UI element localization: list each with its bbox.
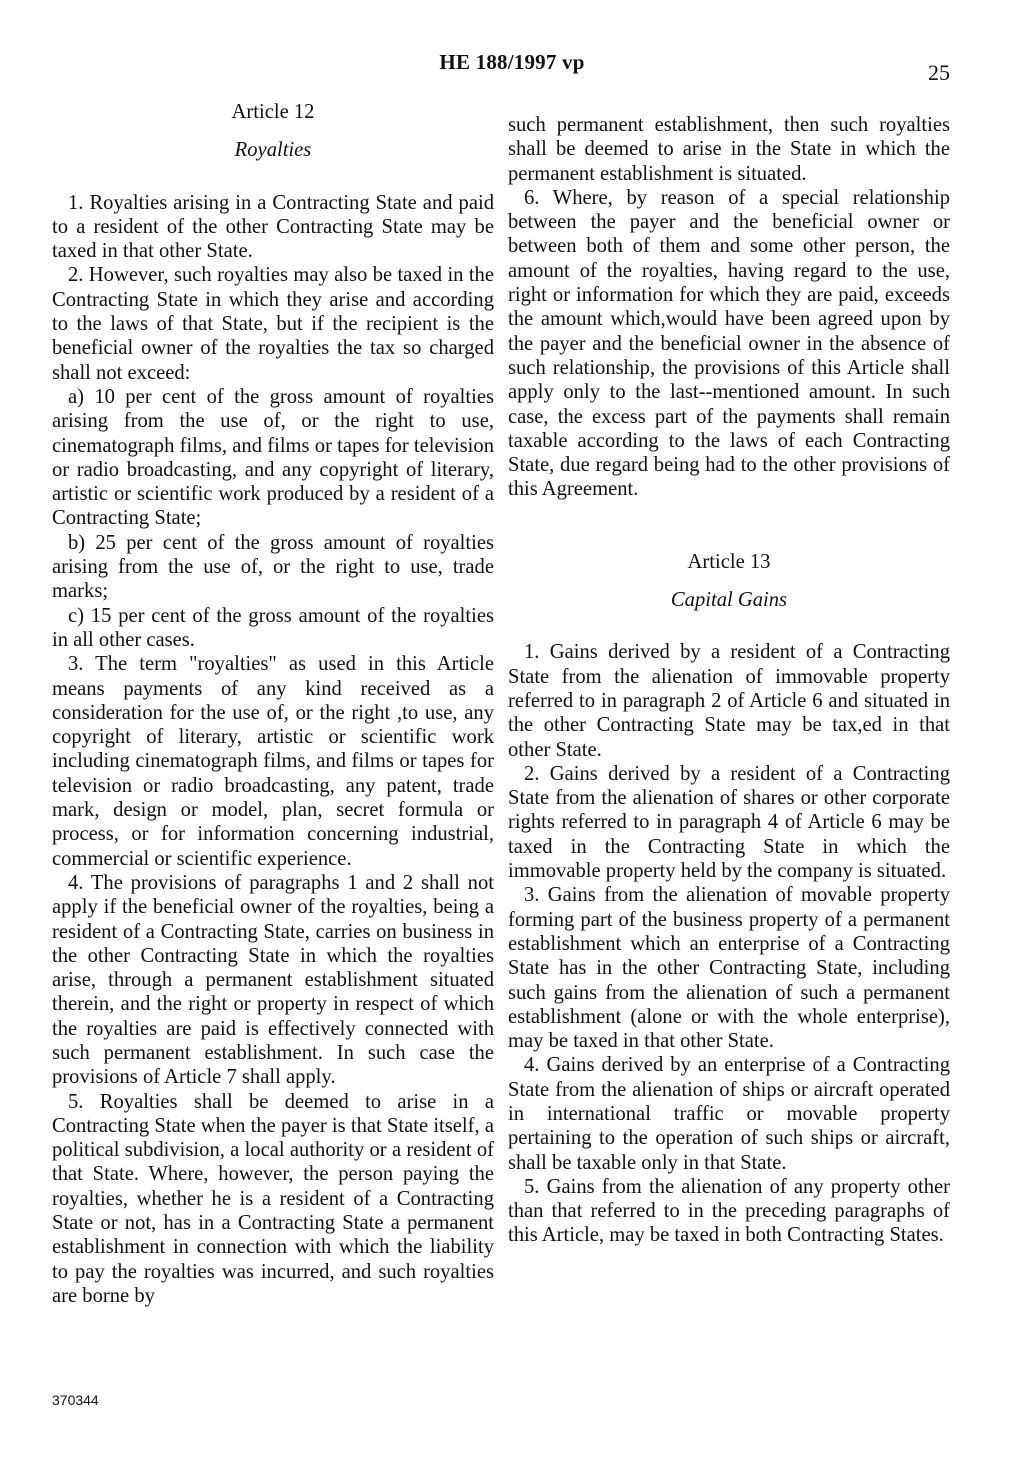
article-12-paragraph-2: 2. However, such royalties may also be taxed in the Contracting State in which they arise and according to the laws of that State, but if the recipient is the beneficial owner of the royalties the tax so charged shall not exceed: xyxy=(52,264,494,384)
article-12-subheading: Royalties xyxy=(234,139,312,162)
article-12-item-c: c) 15 per cent of the gross amount of the royalties in all other cases. xyxy=(52,604,494,651)
article-13-paragraph-4: 4. Gains derived by an enterprise of a Contracting State from the alienation of ships or aircraft operated in international traffic or movable property pertaining to the operation of such ships or aircraft, shall be taxable only in that State. xyxy=(508,1054,950,1174)
spacer xyxy=(508,502,950,550)
right-column xyxy=(508,113,950,1248)
article-12-paragraph-5-continuation: such permanent establishment, then such royalties shall be deemed to arise in the State in which the permanent establishment is situated. xyxy=(508,114,950,185)
article-12-paragraph-6: 6. Where, by reason of a special relationship between the payer and the beneficial owner or between both of them and some other person, the amount of the royalties, having regard to the use, right or information for which they are paid, exceeds the amount which,would have been agreed upon by the payer and the beneficial owner in the absence of such relationship, the provisions of this Article shall apply only to the last--mentioned amount. In such case, the excess part of the payments shall remain taxable according to the laws of each Contracting State, due regard being had to the other provisions of this Agreement. xyxy=(508,186,950,501)
article-12-heading: Article 12 xyxy=(231,101,315,123)
article-13-paragraph-3: 3. Gains from the alienation of movable property forming part of the business property of a permanent establishment which an enterprise of a Contracting State has in the other Contracting State, including such gains from the alienation of such a permanent establishment (alone or with the whole enterprise), may be taxed in that other State. xyxy=(508,884,950,1053)
article-12-item-b: b) 25 per cent of the gross amount of royalties arising from the use of, or the right to use, trade marks; xyxy=(52,531,494,603)
page-number: 25 xyxy=(928,60,950,85)
article-12-paragraph-3: 3. The term "royalties" as used in this Article means payments of any kind received as a consideration for the use of, or the right ,to use, any copyright of literary, artistic or scientific work including cinematograph films, and films or tapes for television or radio broadcasting, any patent, trade mark, design or model, plan, secret formula or process, or for information concerning industrial, commercial or scientific experience. xyxy=(52,653,494,870)
article-12-paragraph-4: 4. The provisions of paragraphs 1 and 2 shall not apply if the beneficial owner of the royalties, being a resident of a Contracting State, carries on business in the other Contracting State in which the royalties arise, through a permanent establishment situated therein, and the right or property in respect of which the royalties are paid is effectively connected with such permanent establishment. In such case the provisions of Article 7 shall apply. xyxy=(52,871,494,1089)
article-13-heading: Article 13 xyxy=(687,550,771,573)
footer-document-code: 370344 xyxy=(52,1392,99,1408)
page-header-title: HE 188/1997 vp xyxy=(439,50,585,74)
article-12-paragraph-5: 5. Royalties shall be deemed to arise in a Contracting State when the payer is that State itself, a political subdivision, a local authority or a resident of that State. Where, however, the person paying the royalties, whether he is a resident of a Contracting State or not, has in a Contracting State a permanent establishment in connection with which the liability to pay the royalties was incurred, and such royalties are borne by xyxy=(52,1090,494,1307)
article-13-paragraph-1: 1. Gains derived by a resident of a Contracting State from the alienation of immovable property referred to in paragraph 2 of Article 6 and situated in the other Contracting State may be tax,ed in that other State. xyxy=(508,641,950,761)
article-13-paragraph-2: 2. Gains derived by a resident of a Contracting State from the alienation of shares or other corporate rights referred to in paragraph 4 of Article 6 may be taxed in the Contracting State in which the immovable property held by the company is situated. xyxy=(508,762,950,883)
article-12-paragraph-1: 1. Royalties arising in a Contracting State and paid to a resident of the other Contracting State may be taxed in that other State. xyxy=(52,191,494,263)
article-13-subheading: Capital Gains xyxy=(670,589,788,612)
article-13-paragraph-5: 5. Gains from the alienation of any property other than that referred to in the preceding paragraphs of this Article, may be taxed in both Contracting States. xyxy=(508,1175,950,1247)
article-12-item-a: a) 10 per cent of the gross amount of royalties arising from the use of, or the right to use, cinematograph films, and films or tapes for television or radio broadcasting, and any copyright of literary, artistic or scientific work produced by a resident of a Contracting State; xyxy=(52,385,494,530)
left-column xyxy=(52,100,494,1308)
